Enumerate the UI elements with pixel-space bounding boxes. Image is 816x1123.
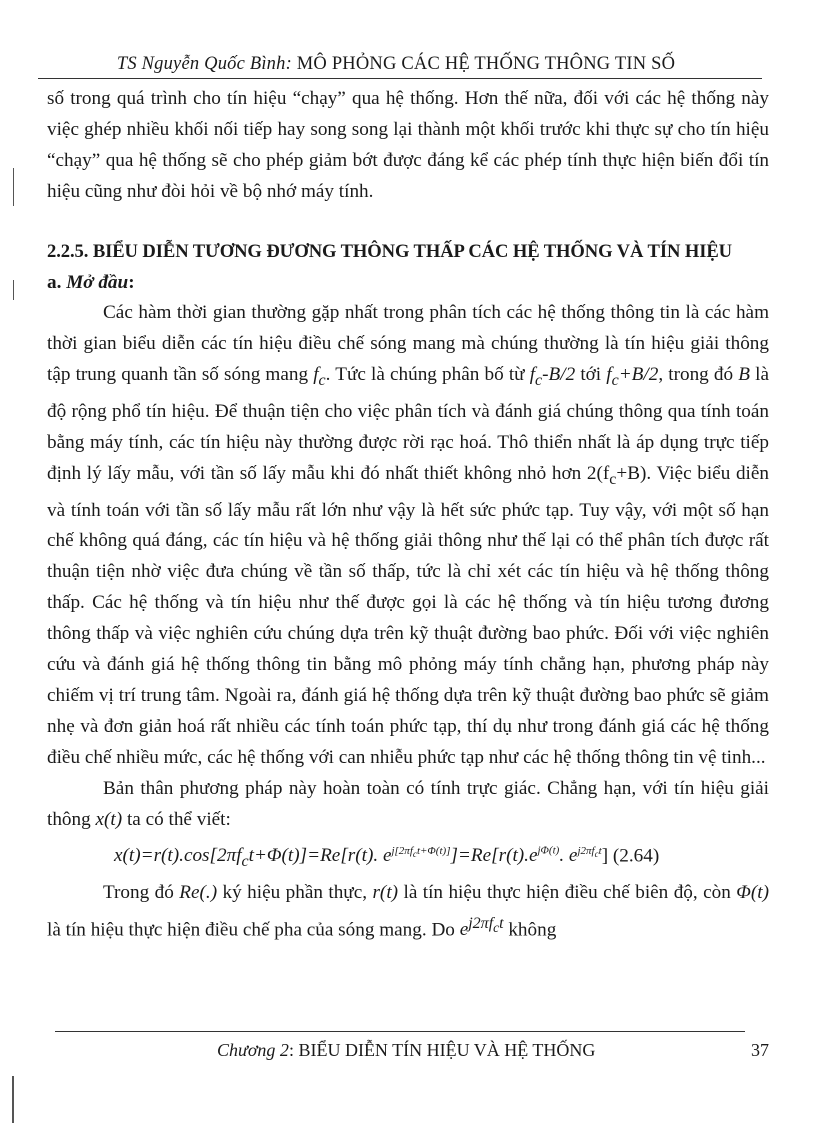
nyquist-rate: $2(f_c+B)$ [586, 462, 647, 488]
scan-mark-middle [13, 280, 14, 300]
paragraph-introduction [47, 298, 769, 773]
section-heading [47, 237, 769, 268]
subsection-title: Mở đầu [66, 271, 129, 293]
subsection-heading [47, 268, 769, 299]
header-author: TS Nguyễn Quốc Bình: [116, 54, 292, 74]
running-header [40, 54, 752, 75]
text-run: ký hiệu phần thực, [217, 881, 373, 903]
phase-signal: Φ(t) [736, 881, 769, 903]
footer-chapter: Chương 2: BIỂU DIỄN TÍN HIỆU VÀ HỆ THỐNG [217, 1040, 596, 1060]
equation-2-64: $x(t)=r(t).\cos[2\pi f_ct+\Phi(t)]=Re[r(t)$. $e^{j[2\pi f_ct+\Phi(t)]}]=Re[r(t).e^{j\Phi(t)}$. $e^{j2\pi f_ct}$] (2.64) [114, 844, 660, 870]
subsection-letter: a. [47, 271, 62, 293]
paragraph-continued: số trong quá trình cho tín hiệu “chạy” qua hệ thống. Hơn thế nữa, đối với các hệ thống này việc ghép nhiều khối nối tiếp hay song song lại thành một khối trước khi thực sự cho tín hiệu “chạy” qua hệ thống sẽ cho phép giảm bớt được đáng kể các phép tính thực hiện biến đổi tín hiệu cũng như đòi hỏi về bộ nhớ máy tính. [47, 88, 769, 202]
scan-mark-bottom [12, 1076, 14, 1123]
header-book-title: MÔ PHỎNG CÁC HỆ THỐNG THÔNG TIN SỐ [296, 54, 676, 74]
header-rule [38, 78, 762, 79]
footer-rule [55, 1031, 745, 1032]
signal-x-of-t: x(t) [95, 808, 123, 830]
page-number: 37 [751, 1040, 769, 1060]
paragraph-definitions [47, 878, 769, 946]
text-run: Bản thân phương pháp này hoàn toàn có tính trực giác. Chẳng hạn, với tín hiệu giải thông [47, 777, 769, 830]
carrier-frequency: $f_c$ [313, 364, 326, 390]
text-run: tới [575, 364, 607, 386]
paragraph-intuition [47, 774, 769, 836]
scan-mark-top [13, 168, 14, 206]
text-run: Các hàm thời gian thường gặp nhất trong phân tích các hệ thống thông tin là các hàm thời gian biểu diễn các tín hiệu điều chế sóng mang mà chúng thường là tín hiệu giải thông tập trung quanh tần số sóng mang [47, 302, 769, 386]
subsection-colon: : [128, 271, 135, 293]
text-run: là tín hiệu thực hiện điều chế pha của sóng mang. Do [47, 918, 460, 940]
band-upper-edge: $f_c+B/2$ [606, 364, 659, 390]
section-title: BIỂU DIỄN TƯƠNG ĐƯƠNG THÔNG THẤP CÁC HỆ THỐNG VÀ TÍN HIỆU [92, 240, 732, 262]
footer-chapter-title: BIỂU DIỄN TÍN HIỆU VÀ HỆ THỐNG [298, 1040, 596, 1060]
text-run: . Tức là chúng phân bố từ [325, 364, 530, 386]
footer-chapter-label: Chương 2 [217, 1040, 289, 1060]
amplitude-signal: r(t) [372, 881, 399, 903]
real-part-operator: Re(.) [179, 881, 218, 903]
section-number: 2.2.5. [47, 240, 89, 262]
text-run: Trong đó [103, 881, 180, 903]
text-run: ta có thể viết: [122, 808, 231, 830]
text-run: . Việc biểu diễn và tính toán với tần số lấy mẫu rất lớn như vậy là hết sức phức tạp. Tuy vậy, với một số hạn chế không quá đáng, các tín hiệu và hệ thống giải thông như thế lại có thể phân tích được rất thuận tiện nhờ việc đưa chúng về tần số thấp, tức là chỉ xét các tín hiệu và hệ thống thông thấp. Các hệ thống và tín hiệu như thế được gọi là các hệ thống và tín hiệu tương đương thông thấp và việc nghiên cứu chúng dựa trên kỹ thuật đường bao phức. Đối với việc nghiên cứu và đánh giá hệ thống thông tin bằng mô phỏng máy tính chẳng hạn, phương pháp này chiếm vị trí trung tâm. Ngoài ra, đánh giá hệ thống dựa trên kỹ thuật đường bao phức sẽ giảm nhẹ và đơn giản hoá rất nhiều các tính toán phức tạp, thí dụ như trong đánh giá các hệ thống điều chế nhiều mức, các hệ thống với can nhiễu phức tạp như các hệ thống thông tin vệ tinh... [47, 462, 769, 768]
text-run: là độ rộng phổ tín hiệu. Để thuận tiện cho việc phân tích và đánh giá chúng thông qua tính toán bằng máy tính, các tín hiệu này thường được rời rạc hoá. Thô thiển nhất là áp dụng trực tiếp định lý lấy mẫu, với tần số lấy mẫu khi đó nhất thiết không nhỏ hơn [47, 364, 769, 484]
text-run: , trong đó [658, 364, 739, 386]
bandwidth-symbol: B [738, 364, 750, 386]
page-body [47, 84, 769, 946]
text-run: là tín hiệu thực hiện điều chế biên độ, còn [398, 881, 737, 903]
text-run: không [503, 918, 557, 940]
carrier-exponential: $e^{j2\pi f_ct}$ [459, 914, 504, 940]
band-lower-edge: $f_c-B/2$ [529, 364, 576, 390]
